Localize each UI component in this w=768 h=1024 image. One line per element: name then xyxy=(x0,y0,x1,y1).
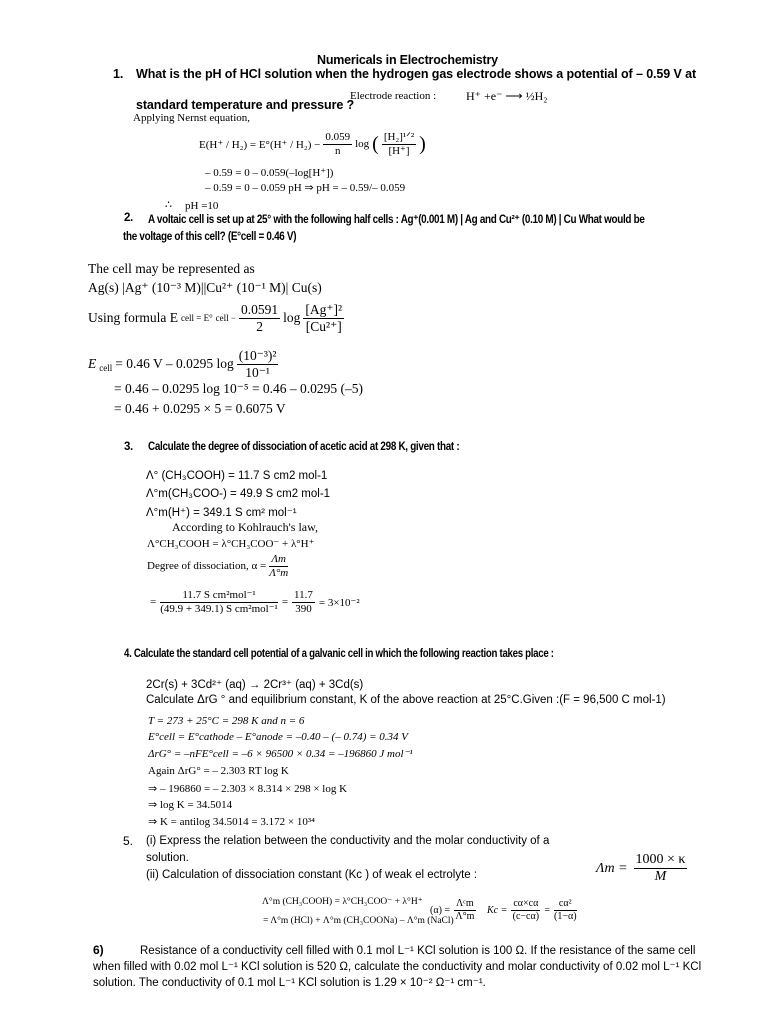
q3-degree-label: Degree of dissociation, α = xyxy=(147,560,267,573)
q2-line-c: = 0.46 + 0.0295 × 5 = 0.6075 V xyxy=(114,401,286,416)
q2-ecell-top: (10⁻³)² xyxy=(238,348,277,363)
q1-eq-fraction xyxy=(323,131,352,157)
q2-number: 2. xyxy=(124,212,133,224)
q4-question: 4. Calculate the standard cell potential of a galvanic cell in which the following reaction takes place : xyxy=(124,648,554,660)
q1-step2: – 0.59 = 0 – 0.059 pH ⇒ pH = – 0.59/– 0.059 xyxy=(205,182,406,194)
q4-step6: ⇒ log K = 34.5014 xyxy=(148,799,233,811)
q2-represented: The cell may be represented as xyxy=(88,261,255,276)
q3-number: 3. xyxy=(124,441,133,453)
q2-formula-den: 2 xyxy=(256,318,263,334)
q2-formula-log: log xyxy=(283,310,301,326)
q5-alpha-eq xyxy=(430,898,476,922)
q5-alpha-fraction xyxy=(454,898,476,922)
q4-step4: Again ΔrG° = – 2.303 RT log K xyxy=(148,765,289,777)
q5-kc2-bottom: (1−α) xyxy=(554,910,577,922)
q1-eq-log: log xyxy=(355,138,370,151)
q2-formula-prefix: Using formula E xyxy=(88,310,178,326)
q3-frac1-top: 11.7 S cm²mol⁻¹ xyxy=(160,589,278,603)
q5-eq-a: Λ°m (CH₃COOH) = λ°CH₃COO⁻ + λ°H⁺ xyxy=(262,897,423,907)
q3-calc-line: = $\frac{\text{11.7 S cm²mol⁻¹}}{\text{(49.9 + 349.1) S cm²mol⁻¹}}$ = $\frac{11.7}{390}$ = 3×10⁻² xyxy=(150,589,360,615)
q3-degree-line xyxy=(147,553,288,579)
q2-ecell-bottom: 10⁻¹ xyxy=(245,364,270,380)
q3-alpha-top: Λm xyxy=(269,553,288,567)
q5-alpha-bottom: Λ°m xyxy=(455,910,475,922)
q2-text-line2: the voltage of this cell? (E°cell = 0.46 V) xyxy=(123,231,297,243)
q5-kc-lhs: Kc = xyxy=(487,904,508,916)
q2-ecell-rhs: = 0.46 V – 0.0295 log xyxy=(115,356,234,372)
q5-number: 5. xyxy=(123,834,134,848)
q5-kc-bottom: (c−cα) xyxy=(512,910,540,922)
q3-frac1-bottom: (49.9 + 349.1) S cm²mol⁻¹ xyxy=(160,602,278,615)
q2-ecell-line xyxy=(88,348,278,380)
q2-formula-mid: cell = E° xyxy=(181,313,213,324)
q1-number: 1. xyxy=(113,67,124,81)
q1-eq-ratio xyxy=(382,131,416,157)
q1-result: pH =10 xyxy=(185,200,219,212)
q1-text-line1: What is the pH of HCl solution when the hydrogen gas electrode shows a potential of – 0.59 V at xyxy=(136,67,697,81)
q5-kc-eq xyxy=(487,898,577,922)
q1-applying-nernst: Applying Nernst equation, xyxy=(133,112,251,124)
q4-step1: T = 273 + 25°C = 298 K and n = 6 xyxy=(148,715,305,727)
q3-result: = 3×10⁻² xyxy=(318,596,360,609)
q2-formula-num: 0.0591 xyxy=(241,302,279,317)
q5-kc-top: cα×cα xyxy=(513,898,539,909)
q3-frac2-top: 11.7 xyxy=(294,589,313,601)
q1-eq-top: [H₂]¹ᐟ² xyxy=(383,131,415,143)
q1-reaction: H⁺ +e⁻ ⟶ ½H₂ xyxy=(466,89,548,103)
q5-line2: solution. xyxy=(146,852,189,864)
q3-kohlrausch: According to Kohlrauch's law, xyxy=(172,520,319,534)
q4-step7: ⇒ K = antilog 34.5014 = 3.172 × 10³⁴ xyxy=(148,816,315,828)
q1-nernst-equation: E(H⁺ / H₂) = E°(H⁺ / H₂) − $\frac{0.059}{n}$ log ( $\frac{\text{[H₂]¹ᐟ²}}{[H^+]}$ ) xyxy=(199,131,426,157)
q5-kc2-fraction xyxy=(554,898,577,922)
q2-formula-bottom: [Cu²⁺] xyxy=(305,318,342,334)
q2-text-line1: A voltaic cell is set up at 25° with the following half cells : Ag⁺(0.001 M) | Ag and Cu²⁺ (0.10 M) | Cu What would be xyxy=(148,214,645,226)
q5-line3: (ii) Calculation of dissociation constant (Kc ) of weak el ectrolyte : xyxy=(146,869,478,881)
q1-eq-lhs: E(H⁺ / H₂) = E°(H⁺ / H₂) − xyxy=(199,138,321,151)
q3-frac2 xyxy=(292,589,315,615)
q3-frac1 xyxy=(160,589,278,615)
q1-step1: – 0.59 = 0 – 0.059(–log[H⁺]) xyxy=(205,167,334,179)
q1-eq-num: 0.059 xyxy=(325,131,351,143)
q1-text-line2: standard temperature and pressure ? xyxy=(136,98,355,112)
q5-kc-equals: = xyxy=(544,904,550,916)
q3-question: Calculate the degree of dissociation of acetic acid at 298 K, given that : xyxy=(148,441,460,453)
q3-frac2-bottom: 390 xyxy=(295,602,312,615)
q4-step3: ΔrG° = –nFE°cell = –6 × 96500 × 0.34 = –196860 J mol⁻¹ xyxy=(148,748,413,760)
q4-step5: ⇒ – 196860 = – 2.303 × 8.314 × 298 × log K xyxy=(148,783,348,795)
q5-kc2-top: cα² xyxy=(554,898,577,911)
q1-eq-den: n xyxy=(334,144,341,157)
q2-formula-ratio xyxy=(303,302,344,334)
q3-given3: Λ°m(H⁺) = 349.1 S cm² mol⁻¹ xyxy=(146,507,297,519)
q2-formula xyxy=(88,302,344,334)
q3-law: Λ°CH₃COOH = λ°CH₃COO⁻ + λ°H⁺ xyxy=(147,538,315,550)
q2-line-b: = 0.46 – 0.0295 log 10⁻⁵ = 0.46 – 0.0295 (–5) xyxy=(114,381,364,396)
q2-cell-notation: Ag(s) |Ag⁺ (10⁻³ M)||Cu²⁺ (10⁻¹ M)| Cu(s) xyxy=(88,280,322,295)
q1-eq-bottom: [H⁺] xyxy=(388,144,410,157)
q5-lambda-bottom: M xyxy=(654,869,667,885)
page-title: Numericals in Electrochemistry xyxy=(317,53,498,67)
q3-given2: Λ°m(CH₃COO-) = 49.9 S cm2 mol-1 xyxy=(146,488,331,500)
q5-lambda-formula xyxy=(596,852,687,885)
q5-lambda-lhs: Λm = xyxy=(596,860,628,876)
q2-formula-mid2: cell − xyxy=(215,313,236,324)
q3-given1: Λ° (CH₃COOH) = 11.7 S cm2 mol-1 xyxy=(146,470,328,482)
q4-step2: E°cell = E°cathode – E°anode = –0.40 – (– 0.74) = 0.34 V xyxy=(148,731,408,743)
q5-eq-b: = Λ°m (HCl) + Λ°m (CH₃COONa) – Λ°m (NaCl) xyxy=(263,916,454,926)
q3-alpha-fraction xyxy=(269,553,288,579)
q2-formula-fraction xyxy=(239,302,280,334)
q6-text: Resistance of a conductivity cell filled with 0.1 mol L⁻¹ KCl solution is 100 Ω. If the resistance of the same cell when filled with 0.02 mol L⁻¹ KCl solution is 520 Ω, calculate the conductivity and molar conductivity of 0.02 mol L⁻¹ KCl solution. The conductivity of 0.1 mol L⁻¹ KCl solution is 1.29 × 10⁻² Ω⁻¹ cm⁻¹. xyxy=(93,945,702,989)
q2-ecell-fraction xyxy=(237,348,279,380)
q1-therefore: ∴ xyxy=(165,199,172,211)
q5-lambda-fraction xyxy=(634,852,688,885)
q4-reaction: 2Cr(s) + 3Cd²⁺ (aq) → 2Cr³⁺ (aq) + 3Cd(s) xyxy=(146,679,364,691)
q2-ecell-sub: cell xyxy=(99,363,113,374)
q5-line1: (i) Express the relation between the conductivity and the molar conductivity of a xyxy=(146,835,550,847)
q3-alpha-bottom: Λ°m xyxy=(269,566,289,579)
q5-kc-fraction xyxy=(511,898,540,922)
q5-alpha-lhs: (α) = xyxy=(430,904,451,916)
q2-ecell-lhs: E xyxy=(88,356,97,372)
q6-number: 6) xyxy=(93,943,104,957)
q4-calc: Calculate ΔrG ° and equilibrium constant, K of the above reaction at 25°C.Given :(F = 96,500 C mol-1) xyxy=(146,694,666,706)
q5-alpha-top: Λᶜm xyxy=(456,898,474,909)
q1-reaction-label: Electrode reaction : xyxy=(350,90,437,102)
q2-formula-top: [Ag⁺]² xyxy=(305,302,343,317)
q5-lambda-top: 1000 × κ xyxy=(634,852,688,869)
